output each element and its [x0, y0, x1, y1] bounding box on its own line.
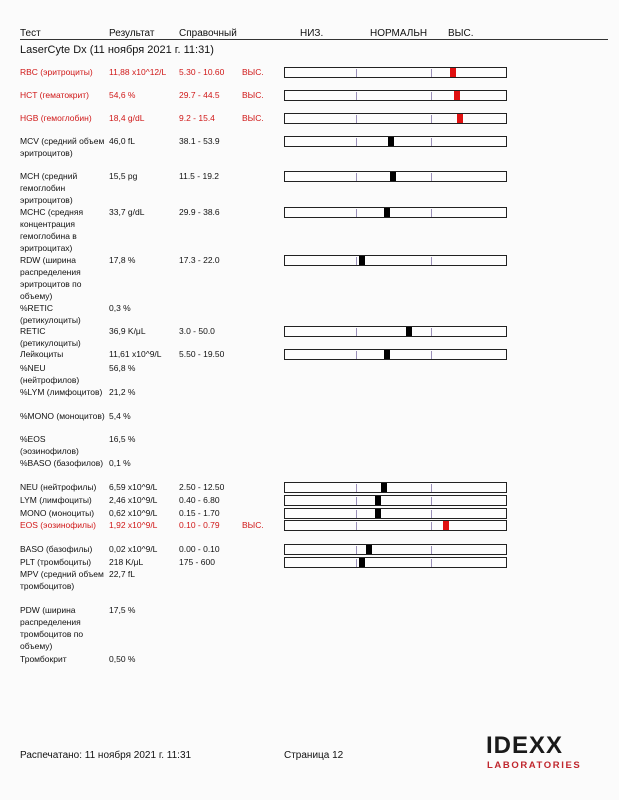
- gauge-range-tick: [431, 546, 432, 554]
- gauge-range-tick: [431, 559, 432, 567]
- test-name: HGB (гемоглобин): [20, 113, 92, 123]
- col-header-high: ВЫС.: [448, 28, 474, 39]
- reference-range: 0.40 - 6.80: [179, 495, 220, 505]
- test-result: 218 K/μL: [109, 557, 144, 567]
- test-name: BASO (базофилы): [20, 544, 93, 554]
- reference-range: 0.15 - 1.70: [179, 508, 220, 518]
- test-name: RETIC (ретикулоциты): [20, 326, 81, 348]
- abnormal-flag: ВЫС.: [242, 113, 264, 123]
- range-gauge: [284, 508, 507, 519]
- gauge-range-tick: [431, 510, 432, 518]
- gauge-marker: [450, 68, 456, 77]
- test-name: MONO (моноциты): [20, 508, 95, 518]
- logo-sub: LABORATORIES: [487, 760, 582, 771]
- gauge-range-tick: [431, 115, 432, 123]
- range-gauge: [284, 326, 507, 337]
- col-header-result: Результат: [109, 28, 155, 39]
- test-name: %MONO (моноцитов): [20, 411, 105, 421]
- reference-range: 29.9 - 38.6: [179, 207, 220, 217]
- test-result: 11,61 x10^9/L: [109, 349, 162, 359]
- col-header-test: Тест: [20, 28, 41, 39]
- test-result: 22,7 fL: [109, 569, 135, 579]
- range-gauge: [284, 495, 507, 506]
- gauge-range-tick: [431, 138, 432, 146]
- reference-range: 38.1 - 53.9: [179, 136, 220, 146]
- gauge-marker: [384, 208, 390, 217]
- gauge-marker: [384, 350, 390, 359]
- range-gauge: [284, 520, 507, 531]
- test-name: MCH (средний гемоглобин эритроцитов): [20, 171, 78, 205]
- test-name: %RETIC (ретикулоциты): [20, 303, 81, 325]
- gauge-marker: [406, 327, 412, 336]
- gauge-range-tick: [356, 92, 357, 100]
- logo-brand: IDEXX: [486, 734, 564, 759]
- gauge-range-tick: [356, 510, 357, 518]
- gauge-range-tick: [356, 522, 357, 530]
- test-name: HCT (гематокрит): [20, 90, 89, 100]
- gauge-range-tick: [356, 173, 357, 181]
- test-result: 17,8 %: [109, 255, 136, 265]
- test-name: EOS (эозинофилы): [20, 520, 96, 530]
- instrument-title: LaserCyte Dx (11 ноября 2021 г. 11:31): [20, 44, 214, 56]
- test-name: Тромбокрит: [20, 654, 67, 664]
- gauge-marker: [359, 558, 365, 567]
- reference-range: 3.0 - 50.0: [179, 326, 215, 336]
- abnormal-flag: ВЫС.: [242, 520, 264, 530]
- gauge-range-tick: [431, 209, 432, 217]
- test-result: 0,50 %: [109, 654, 136, 664]
- printed-date: Распечатано: 11 ноября 2021 г. 11:31: [20, 750, 192, 761]
- gauge-marker: [366, 545, 372, 554]
- range-gauge: [284, 67, 507, 78]
- gauge-range-tick: [431, 484, 432, 492]
- test-result: 16,5 %: [109, 434, 136, 444]
- test-result: 21,2 %: [109, 387, 136, 397]
- test-result: 46,0 fL: [109, 136, 135, 146]
- gauge-range-tick: [356, 209, 357, 217]
- range-gauge: [284, 207, 507, 218]
- test-result: 0,3 %: [109, 303, 131, 313]
- range-gauge: [284, 136, 507, 147]
- gauge-marker: [390, 172, 396, 181]
- test-result: 5,4 %: [109, 411, 131, 421]
- reference-range: 9.2 - 15.4: [179, 113, 215, 123]
- gauge-marker: [443, 521, 449, 530]
- page-number: Страница 12: [284, 750, 344, 761]
- range-gauge: [284, 482, 507, 493]
- reference-range: 5.50 - 19.50: [179, 349, 225, 359]
- gauge-range-tick: [431, 497, 432, 505]
- col-header-reference: Справочный: [179, 28, 237, 39]
- gauge-range-tick: [356, 351, 357, 359]
- range-gauge: [284, 113, 507, 124]
- test-name: MCHC (средняя концентрация гемоглобина в эритроцитах): [20, 207, 84, 253]
- gauge-range-tick: [431, 257, 432, 265]
- test-result: 2,46 x10^9/L: [109, 495, 158, 505]
- gauge-range-tick: [356, 257, 357, 265]
- abnormal-flag: ВЫС.: [242, 67, 264, 77]
- gauge-range-tick: [431, 522, 432, 530]
- range-gauge: [284, 557, 507, 568]
- gauge-marker: [388, 137, 394, 146]
- reference-range: 5.30 - 10.60: [179, 67, 225, 77]
- test-result: 15,5 pg: [109, 171, 138, 181]
- reference-range: 17.3 - 22.0: [179, 255, 220, 265]
- test-name: MCV (средний объем эритроцитов): [20, 136, 105, 158]
- test-name: LYM (лимфоциты): [20, 495, 92, 505]
- test-result: 0,1 %: [109, 458, 131, 468]
- reference-range: 0.00 - 0.10: [179, 544, 220, 554]
- test-result: 1,92 x10^9/L: [109, 520, 158, 530]
- gauge-marker: [454, 91, 460, 100]
- test-name: RDW (ширина распределения эритроцитов по объему): [20, 255, 82, 301]
- range-gauge: [284, 255, 507, 266]
- test-result: 17,5 %: [109, 605, 136, 615]
- gauge-marker: [375, 509, 381, 518]
- abnormal-flag: ВЫС.: [242, 90, 264, 100]
- reference-range: 0.10 - 0.79: [179, 520, 220, 530]
- reference-range: 175 - 600: [179, 557, 215, 567]
- col-header-low: НИЗ.: [300, 28, 324, 39]
- test-result: 33,7 g/dL: [109, 207, 145, 217]
- gauge-range-tick: [431, 328, 432, 336]
- test-name: %NEU (нейтрофилов): [20, 363, 80, 385]
- reference-range: 29.7 - 44.5: [179, 90, 220, 100]
- test-name: Лейкоциты: [20, 349, 64, 359]
- gauge-range-tick: [356, 546, 357, 554]
- gauge-marker: [457, 114, 463, 123]
- gauge-range-tick: [356, 497, 357, 505]
- test-name: PDW (ширина распределения тромбоцитов по объему): [20, 605, 84, 651]
- gauge-range-tick: [431, 69, 432, 77]
- test-name: MPV (средний объем тромбоцитов): [20, 569, 104, 591]
- test-result: 54,6 %: [109, 90, 136, 100]
- test-name: NEU (нейтрофилы): [20, 482, 97, 492]
- test-name: %BASO (базофилов): [20, 458, 104, 468]
- col-header-normal: НОРМАЛЬН: [370, 28, 428, 39]
- test-result: 56,8 %: [109, 363, 136, 373]
- test-name: RBC (эритроциты): [20, 67, 93, 77]
- test-result: 36,9 K/μL: [109, 326, 146, 336]
- test-result: 6,59 x10^9/L: [109, 482, 158, 492]
- range-gauge: [284, 90, 507, 101]
- range-gauge: [284, 544, 507, 555]
- gauge-range-tick: [356, 484, 357, 492]
- gauge-range-tick: [431, 92, 432, 100]
- gauge-range-tick: [356, 138, 357, 146]
- gauge-range-tick: [356, 559, 357, 567]
- test-name: %LYM (лимфоцитов): [20, 387, 103, 397]
- range-gauge: [284, 171, 507, 182]
- gauge-range-tick: [356, 69, 357, 77]
- test-result: 0,02 x10^9/L: [109, 544, 158, 554]
- test-name: PLT (тромбоциты): [20, 557, 92, 567]
- gauge-marker: [359, 256, 365, 265]
- gauge-marker: [381, 483, 387, 492]
- test-result: 18,4 g/dL: [109, 113, 145, 123]
- gauge-range-tick: [356, 115, 357, 123]
- test-result: 11,88 x10^12/L: [109, 67, 167, 77]
- test-result: 0,62 x10^9/L: [109, 508, 158, 518]
- idexx-logo: [486, 734, 608, 779]
- gauge-range-tick: [356, 328, 357, 336]
- range-gauge: [284, 349, 507, 360]
- test-name: %EOS (эозинофилов): [20, 434, 79, 456]
- gauge-marker: [375, 496, 381, 505]
- header-divider: [20, 39, 608, 40]
- gauge-range-tick: [431, 351, 432, 359]
- gauge-range-tick: [431, 173, 432, 181]
- reference-range: 2.50 - 12.50: [179, 482, 225, 492]
- reference-range: 11.5 - 19.2: [179, 171, 220, 181]
